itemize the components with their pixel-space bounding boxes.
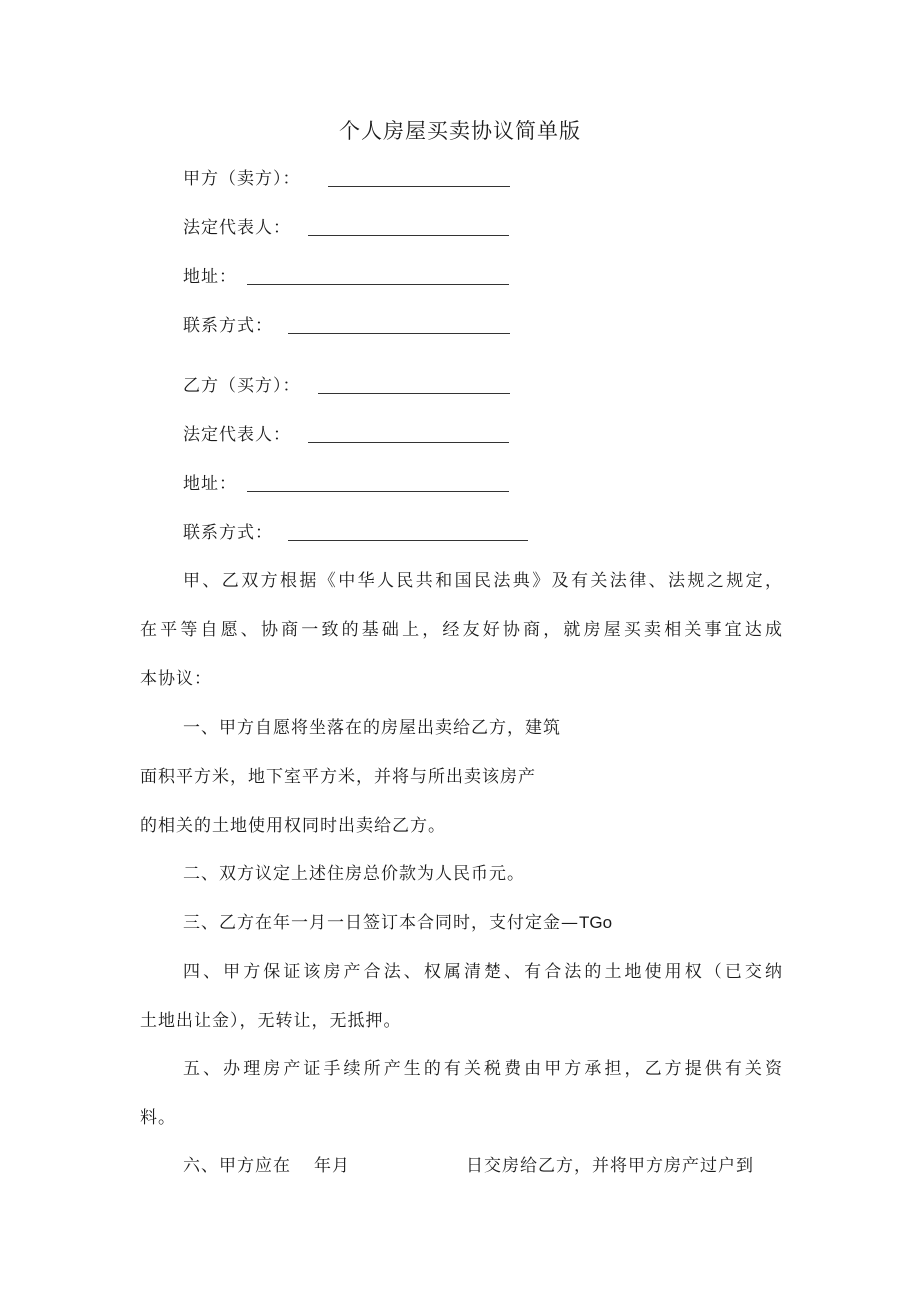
party-b-contact-blank[interactable] <box>288 540 528 541</box>
party-b-representative-blank[interactable] <box>308 442 509 443</box>
clause-1-line-1: 一、甲方自愿将坐落在的房屋出卖给乙方，建筑 <box>183 718 561 738</box>
party-b-address-blank[interactable] <box>247 491 509 492</box>
clause-2: 二、双方议定上述住房总价款为人民币元。 <box>183 864 525 884</box>
party-b-name-blank[interactable] <box>318 393 510 394</box>
party-a-contact-label: 联系方式： <box>183 316 273 336</box>
preamble-line-3: 本协议： <box>140 669 212 689</box>
party-a-heading-field <box>183 166 513 192</box>
party-a-representative-label: 法定代表人： <box>183 218 291 238</box>
preamble-line-1: 甲、乙双方根据《中华人民共和国民法典》及有关法律、法规之规定， <box>183 571 782 591</box>
party-b-contact-field <box>183 520 533 546</box>
party-b-representative-field <box>183 422 513 448</box>
party-a-contact-field <box>183 313 513 339</box>
party-b-address-label: 地址： <box>183 474 237 494</box>
party-a-representative-field <box>183 215 513 241</box>
document-title: 个人房屋买卖协议简单版 <box>339 119 581 143</box>
clause-1-line-2: 面积平方米，地下室平方米，并将与所出卖该房产 <box>140 767 536 787</box>
preamble-line-2: 在平等自愿、协商一致的基础上，经友好协商，就房屋买卖相关事宜达成 <box>140 620 782 640</box>
party-b-address-field <box>183 471 513 497</box>
clause-1-line-3: 的相关的土地使用权同时出卖给乙方。 <box>140 816 446 836</box>
party-a-name-blank[interactable] <box>328 186 510 187</box>
clause-3 <box>183 910 612 936</box>
clause-6-part-3: 日交房给乙方，并将甲方房产过户到 <box>466 1156 754 1176</box>
party-a-heading-label: 甲方（卖方）： <box>183 169 301 189</box>
clause-6-part-1: 六、甲方应在 <box>183 1156 291 1176</box>
party-b-contact-label: 联系方式： <box>183 523 273 543</box>
party-b-heading-field <box>183 373 513 399</box>
party-a-address-field <box>183 264 513 290</box>
party-b-heading-label: 乙方（买方）： <box>183 376 301 396</box>
clause-3-suffix: TGo <box>579 913 613 932</box>
party-a-representative-blank[interactable] <box>308 235 509 236</box>
party-a-address-blank[interactable] <box>247 284 509 285</box>
clause-3-text: 三、乙方在年一月一日签订本合同时，支付定金— <box>183 913 579 933</box>
clause-4-line-1: 四、甲方保证该房产合法、权属清楚、有合法的土地使用权（已交纳 <box>183 962 782 982</box>
party-a-address-label: 地址： <box>183 267 237 287</box>
clause-6-part-2: 年月 <box>314 1156 350 1176</box>
clause-5-line-1: 五、办理房产证手续所产生的有关税费由甲方承担，乙方提供有关资 <box>183 1059 782 1079</box>
clause-4-line-2: 土地出让金），无转让，无抵押。 <box>140 1011 402 1031</box>
party-b-representative-label: 法定代表人： <box>183 425 291 445</box>
clause-5-line-2: 料。 <box>140 1108 176 1128</box>
party-a-contact-blank[interactable] <box>288 333 510 334</box>
